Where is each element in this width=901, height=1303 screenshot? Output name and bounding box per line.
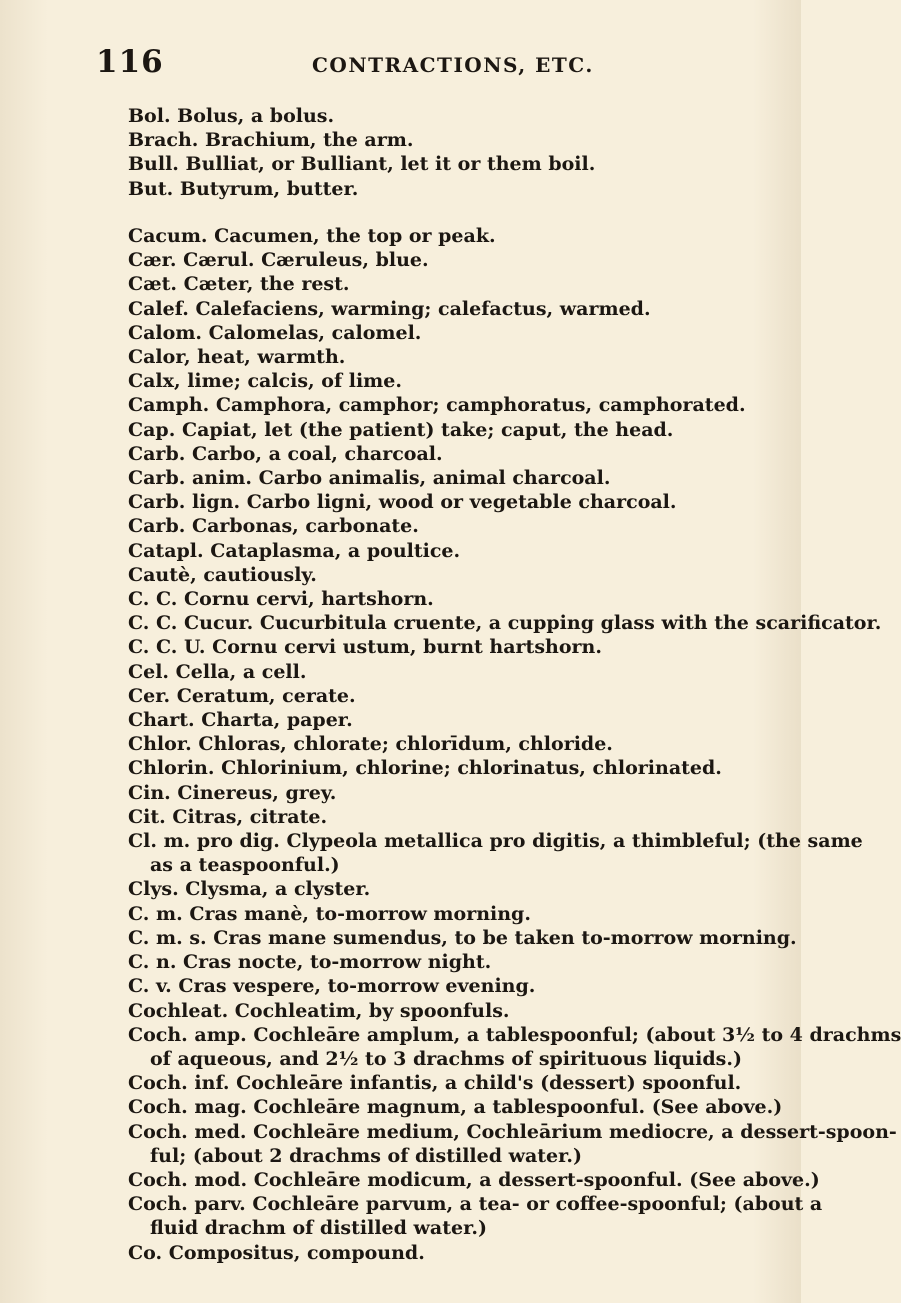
entry-text: C. n. Cras nocte, to-morrow night. [128,951,492,974]
abbreviation-entry [128,321,768,345]
abbreviation-entry [128,974,768,998]
page-number: 116 [96,44,164,80]
abbreviation-entry [128,1241,768,1265]
abbreviation-entry [128,104,768,128]
abbreviation-entry [128,587,768,611]
abbreviation-entry [128,539,768,563]
abbreviation-entry [128,732,768,756]
abbreviation-entry [128,1023,901,1071]
entry-text: C. C. Cornu cervi, hartshorn. [128,588,434,611]
entry-continuation: of aqueous, and 2½ to 3 drachms of spirituous liquids.) [150,1047,742,1070]
abbreviation-entry [128,1192,823,1240]
abbreviation-entry [128,805,768,829]
entry-text: Calx, lime; calcis, of lime. [128,370,402,393]
abbreviation-entry [128,393,768,417]
abbreviation-entry [128,442,768,466]
abbreviation-entry [128,272,768,296]
abbreviation-entry [128,490,768,514]
entry-text: C. C. Cucur. Cucurbitula cruente, a cupping glass with the scarificator. [128,612,882,635]
entry-text: Cochleat. Cochleatim, by spoonfuls. [128,999,510,1022]
abbreviation-entry [128,999,768,1023]
abbreviation-entry [128,660,768,684]
entry-text: Camph. Camphora, camphor; camphoratus, camphorated. [128,394,746,417]
abbreviation-entry [128,369,768,393]
entry-text: Chart. Charta, paper. [128,709,353,732]
entry-text: Cap. Capiat, let (the patient) take; caput, the head. [128,418,674,441]
abbreviation-entry [128,926,797,950]
abbreviation-entry [128,829,863,877]
abbreviation-entry [128,345,768,369]
entry-text: C. m. Cras manè, to-morrow morning. [128,902,531,925]
abbreviation-entry [128,611,882,635]
abbreviation-entry [128,902,768,926]
entry-text: Cin. Cinereus, grey. [128,781,337,804]
abbreviation-entry [128,756,768,780]
abbreviation-entry [128,877,768,901]
abbreviation-entry [128,177,768,201]
entry-text: Bull. Bulliat, or Bulliant, let it or them boil. [128,153,596,176]
entry-text: Cær. Cærul. Cæruleus, blue. [128,249,429,272]
abbreviation-entry [128,152,768,176]
entry-text: Chlor. Chloras, chlorate; chlorīdum, chloride. [128,733,613,756]
entry-text: Coch. mag. Cochleāre magnum, a tablespoonful. (See above.) [128,1096,783,1119]
entry-text: Carb. lign. Carbo ligni, wood or vegetable charcoal. [128,491,677,514]
entry-text: C. v. Cras vespere, to-morrow evening. [128,975,536,998]
entry-text: C. C. U. Cornu cervi ustum, burnt hartshorn. [128,636,602,659]
abbreviation-entry [128,128,768,152]
entry-text: Cit. Citras, citrate. [128,805,328,828]
abbreviation-entry [128,248,768,272]
abbreviation-entry [128,1095,783,1119]
entry-text: Coch. med. Cochleāre medium, Cochleārium mediocre, a dessert-spoon- [128,1120,897,1143]
entry-text: Cautè, cautiously. [128,563,317,586]
entry-text: Cacum. Cacumen, the top or peak. [128,225,496,247]
abbreviation-entry [128,1120,897,1168]
page-header [96,44,736,84]
entry-text: Calor, heat, warmth. [128,346,346,369]
entry-continuation: as a teaspoonful.) [150,854,340,877]
abbreviation-entry [128,514,768,538]
entry-text: Coch. amp. Cochleāre amplum, a tablespoonful; (about 3½ to 4 drachms [128,1023,901,1046]
entry-text: Coch. inf. Cochleāre infantis, a child's (dessert) spoonful. [128,1072,742,1095]
entry-text: Carb. Carbo, a coal, charcoal. [128,442,443,465]
entry-continuation: fluid drachm of distilled water.) [150,1217,487,1240]
entry-text: Cl. m. pro dig. Clypeola metallica pro digitis, a thimbleful; (the same [128,830,863,853]
entry-text: Cer. Ceratum, cerate. [128,684,356,707]
abbreviation-entry [128,297,768,321]
entry-text: Bol. Bolus, a bolus. [128,105,335,127]
entry-text: Cæt. Cæter, the rest. [128,273,350,296]
entry-text: Coch. parv. Cochleāre parvum, a tea- or coffee-spoonful; (about a [128,1193,823,1216]
entry-text: Calef. Calefaciens, warming; calefactus, warmed. [128,297,651,320]
abbreviation-entry [128,1071,768,1095]
running-head: CONTRACTIONS, ETC. [312,53,594,77]
abbreviation-entry [128,684,768,708]
entry-text: Carb. anim. Carbo animalis, animal charcoal. [128,467,611,490]
abbreviation-entry [128,466,768,490]
abbreviation-entry [128,708,768,732]
abbreviation-entry [128,635,768,659]
entry-text: C. m. s. Cras mane sumendus, to be taken to-morrow morning. [128,926,797,949]
entry-text: Chlorin. Chlorinium, chlorine; chlorinatus, chlorinated. [128,757,722,780]
abbreviation-entry [128,224,768,248]
entry-continuation: ful; (about 2 drachms of distilled water.) [150,1144,583,1167]
abbreviation-entry [128,418,768,442]
entry-text: Cel. Cella, a cell. [128,660,307,683]
entry-text: But. Butyrum, butter. [128,177,359,200]
entry-text: Clys. Clysma, a clyster. [128,878,371,901]
entry-text: Brach. Brachium, the arm. [128,129,414,152]
abbreviation-entry [128,781,768,805]
abbreviation-entry [128,1168,820,1192]
abbreviation-entry [128,950,768,974]
entries-section-b [128,104,768,201]
entry-text: Coch. mod. Cochleāre modicum, a dessert-spoonful. (See above.) [128,1168,820,1191]
entry-text: Catapl. Cataplasma, a poultice. [128,539,461,562]
entry-text: Carb. Carbonas, carbonate. [128,515,419,538]
entry-text: Calom. Calomelas, calomel. [128,321,422,344]
entry-text: Co. Compositus, compound. [128,1241,425,1264]
abbreviation-entry [128,563,768,587]
entries-section-c [128,224,901,1265]
